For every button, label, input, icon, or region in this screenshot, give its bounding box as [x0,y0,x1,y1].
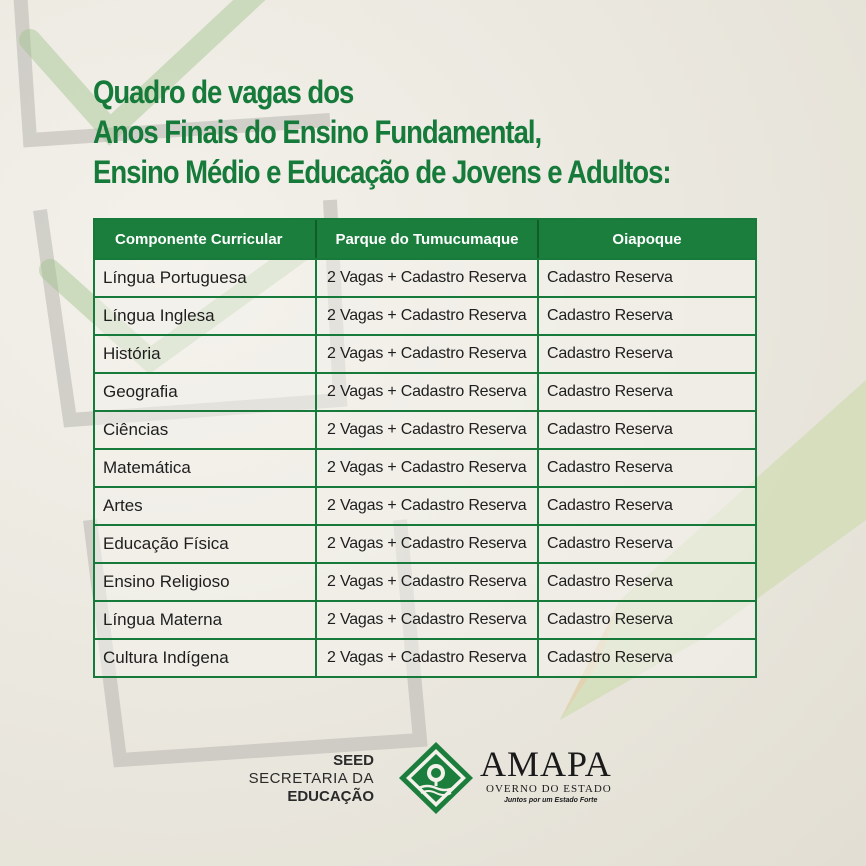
seed-acronym: SEED [333,752,374,769]
cell-componente: Ciências [95,412,317,448]
cell-oiapoque: Cadastro Reserva [547,649,673,666]
cell-oiapoque: Cadastro Reserva [547,535,673,552]
cell-oiapoque: Cadastro Reserva [547,497,673,514]
seed-logo [200,752,374,806]
cell-oiapoque: Cadastro Reserva [547,345,673,362]
amapa-title: AMAPA [480,744,612,784]
table-row [95,524,755,562]
header-oiapoque: Oiapoque [612,230,682,248]
cell-oiapoque: Cadastro Reserva [547,383,673,400]
cell-componente: Ensino Religioso [95,564,317,600]
table-row [95,600,755,638]
cell-oiapoque: Cadastro Reserva [547,459,673,476]
cell-componente: Artes [95,488,317,524]
cell-componente: Língua Materna [95,602,317,638]
footer-logos [0,740,866,820]
cell-componente: Língua Portuguesa [95,260,317,296]
amapa-emblem-icon [397,740,475,816]
table-row [95,334,755,372]
cell-parque: 2 Vagas + Cadastro Reserva [317,564,539,600]
cell-oiapoque: Cadastro Reserva [547,573,673,590]
table-row [95,410,755,448]
amapa-slogan: Juntos por um Estado Forte [504,797,598,804]
cell-componente: História [95,336,317,372]
table-row [95,562,755,600]
cell-parque: 2 Vagas + Cadastro Reserva [317,374,539,410]
cell-componente: Cultura Indígena [95,640,317,676]
cell-parque: 2 Vagas + Cadastro Reserva [317,526,539,562]
page-title [93,72,712,192]
table-row [95,486,755,524]
cell-componente: Educação Física [95,526,317,562]
title-line-2: Anos Finais do Ensino Fundamental, [93,114,542,150]
cell-parque: 2 Vagas + Cadastro Reserva [317,640,539,676]
cell-parque: 2 Vagas + Cadastro Reserva [317,488,539,524]
header-componente: Componente Curricular [95,220,317,258]
table-row [95,258,755,296]
cell-parque: 2 Vagas + Cadastro Reserva [317,412,539,448]
table-header-row [95,220,755,258]
seed-name-line2: EDUCAÇÃO [287,788,374,805]
cell-componente: Geografia [95,374,317,410]
cell-componente: Matemática [95,450,317,486]
cell-oiapoque: Cadastro Reserva [547,307,673,324]
cell-parque: 2 Vagas + Cadastro Reserva [317,298,539,334]
table-row [95,638,755,676]
table-row [95,296,755,334]
amapa-subtitle: OVERNO DO ESTADO [486,783,612,795]
title-line-1: Quadro de vagas dos [93,74,354,110]
header-parque: Parque do Tumucumaque [317,220,539,258]
cell-parque: 2 Vagas + Cadastro Reserva [317,450,539,486]
cell-parque: 2 Vagas + Cadastro Reserva [317,602,539,638]
vacancies-table [93,218,757,678]
cell-oiapoque: Cadastro Reserva [547,269,673,286]
cell-parque: 2 Vagas + Cadastro Reserva [317,260,539,296]
title-line-3: Ensino Médio e Educação de Jovens e Adultos: [93,154,671,190]
cell-parque: 2 Vagas + Cadastro Reserva [317,336,539,372]
cell-oiapoque: Cadastro Reserva [547,611,673,628]
amapa-government-logo [480,746,620,804]
cell-oiapoque: Cadastro Reserva [547,421,673,438]
cell-componente: Língua Inglesa [95,298,317,334]
seed-name-line1: SECRETARIA DA [248,770,374,787]
table-row [95,448,755,486]
table-row [95,372,755,410]
